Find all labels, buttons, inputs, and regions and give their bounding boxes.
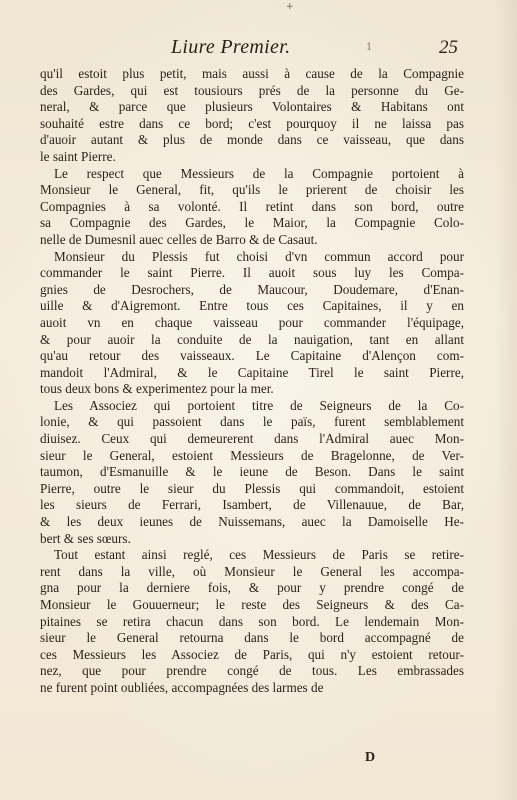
text-line: Pierre, outre le sieur du Plessis qui commandoit, estoient [40, 480, 464, 496]
paragraph [40, 398, 464, 547]
top-printer-mark: + [286, 2, 294, 12]
text-line: gnies de Desrochers, de Maucour, Doudemare, d'Enan- [40, 281, 464, 297]
text-line: sieur le General retourna dans le bord accompagné de [40, 630, 464, 646]
text-line: lonie, & qui passoient dans le païs, furent semblablement [40, 414, 464, 430]
running-head [58, 36, 458, 62]
text-line: Tout estant ainsi reglé, ces Messieurs de Paris se retire- [54, 547, 464, 563]
text-line: tous deux bons & experimentez pour la mer. [40, 381, 274, 397]
text-line: sa Compagnie des Gardes, le Maior, la Compagnie Colo- [40, 215, 464, 231]
page-number: 25 [439, 37, 458, 58]
text-line: sieur le General, estoient Messieurs de Bragelonne, de Ver- [40, 447, 464, 463]
text-line: pitaines se retira chacun dans son bord. Le lendemain Mon- [40, 613, 464, 629]
text-line: Monsieur le General, fit, qu'ils le prierent de choisir les [40, 182, 464, 198]
text-line: les sieurs de Ferrari, Isambert, de Villenauue, de Bar, [40, 497, 464, 513]
running-head-tick: 1 [366, 42, 373, 53]
text-line: ces Messieurs les Associez de Paris, qui n'y estoient retour- [40, 646, 464, 662]
text-line: souhaité estre dans ce bord; c'est pourquoy il ne laissa pas [40, 115, 464, 131]
text-line: Monsieur le Gouuerneur; le reste des Seigneurs & des Ca- [40, 597, 464, 612]
text-line: & les deux ieunes de Nuissemans, auec la Damoiselle He- [40, 514, 464, 530]
text-line: qu'au retour des vaisseaux. Le Capitaine d'Alençon com- [40, 348, 464, 364]
paragraph [40, 166, 464, 249]
text-line: taumon, d'Esmanuille & le ieune de Beson. Dans le saint [40, 464, 464, 480]
text-line: commander le saint Pierre. Il auoit sous luy les Compa- [40, 265, 464, 281]
text-line: Les Associez qui portoient titre de Seigneurs de la Co- [54, 397, 464, 413]
text-line: mandoit l'Admiral, & le Capitaine Tirel le saint Pierre, [40, 364, 464, 380]
paragraph [40, 547, 464, 696]
paragraph [40, 66, 464, 166]
text-line: neral, & parce que plusieurs Volontaires & Habitans ont [40, 99, 464, 115]
text-line: bert & ses sœurs. [40, 530, 131, 546]
text-line: Le respect que Messieurs de la Compagnie portoient à [54, 165, 464, 181]
text-line: nelle de Dumesnil auec celles de Barro & de Casaut. [40, 231, 318, 247]
text-line: Compagnies à sa volonté. Il retint dans son bord, outre [40, 198, 464, 214]
text-line: qu'il estoit plus petit, mais aussi à cause de la Compagnie [40, 66, 464, 81]
text-line: diuisez. Ceux qui demeurerent dans l'Admiral auec Mon- [40, 431, 464, 447]
text-line: Monsieur du Plessis fut choisi d'vn commun accord pour [54, 248, 464, 264]
paragraph [40, 249, 464, 398]
body-text [40, 66, 464, 697]
text-line: rent dans la ville, où Monsieur le General les accompa- [40, 563, 464, 579]
text-line: gna pour la derniere fois, & pour y prendre congé de [40, 580, 464, 596]
text-line: le saint Pierre. [40, 148, 116, 164]
text-line: auoit vn en chaque vaisseau pour commander l'équipage, [40, 314, 464, 330]
text-line: nez, que pour prendre congé de tous. Les embrassades [40, 663, 464, 679]
text-line: uille & d'Aigremont. Entre tous ces Capitaines, il y en [40, 298, 464, 314]
text-line: des Gardes, qui est tousiours prés de la personne du Ge- [40, 82, 464, 98]
signature-mark: D [365, 750, 376, 765]
running-title: Liure Premier. [171, 36, 291, 58]
text-line: ne furent point oubliées, accompagnées des larmes de [40, 679, 324, 695]
text-line: d'auoir autant & plus de monde dans ce vaisseau, que dans [40, 132, 464, 148]
text-line: & pour auoir la conduite de la nauigation, tant en allant [40, 331, 464, 347]
